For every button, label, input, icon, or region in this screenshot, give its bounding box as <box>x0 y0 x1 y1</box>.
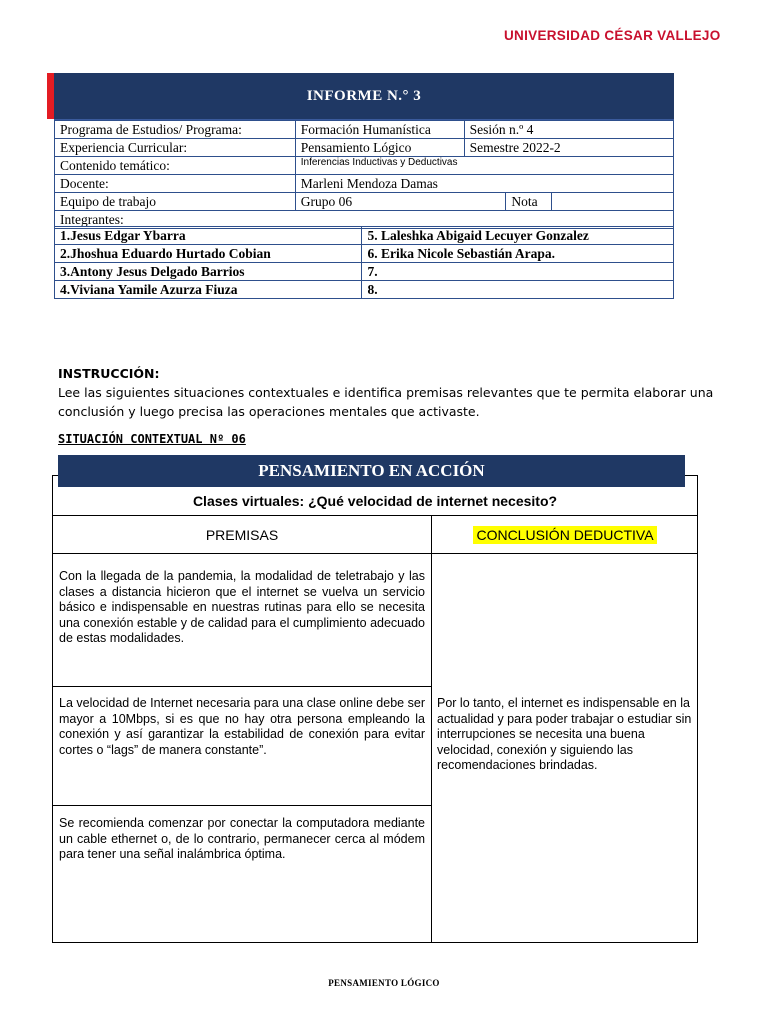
table-row <box>55 227 674 245</box>
grade-label: Nota <box>506 193 552 210</box>
column-divider <box>431 516 432 943</box>
table-row <box>55 175 674 193</box>
table-row <box>55 157 674 175</box>
member-7: 7. <box>362 263 674 281</box>
instruction-text: Lee las siguientes situaciones contextuales e identifica premisas relevantes que te permita elaborar una conclusión y luego precisa las operaciones mentales que activaste. <box>58 385 714 419</box>
situation-title: SITUACIÓN CONTEXTUAL Nº 06 <box>58 432 246 446</box>
teacher-value: Marleni Mendoza Damas <box>295 175 673 193</box>
table-row <box>55 281 674 299</box>
table-row <box>55 121 674 139</box>
topic-value: Inferencias Inductivas y Deductivas <box>295 157 673 175</box>
university-logo <box>498 14 721 56</box>
conclusion-header: CONCLUSIÓN DEDUCTIVA <box>473 526 656 544</box>
member-3: 3.Antony Jesus Delgado Barrios <box>55 263 362 281</box>
premises-header: PREMISAS <box>205 527 279 543</box>
logo-text: UNIVERSIDAD CÉSAR VALLEJO <box>504 27 721 43</box>
instruction-title: INSTRUCCIÓN: <box>58 366 160 381</box>
semester-value: Semestre 2022-2 <box>464 139 673 157</box>
table-row <box>55 245 674 263</box>
instruction-block <box>58 364 718 421</box>
premise-2: La velocidad de Internet necesaria para una clase online debe ser mayor a 10Mbps, si es que no hay otra persona empleando la conexión y así garantizar la estabilidad de conexión para evitar cortes o “lags” de manera constante”. <box>53 696 431 806</box>
conclusion-header-cell <box>432 516 698 554</box>
session-value: Sesión n.º 4 <box>464 121 673 139</box>
action-table <box>52 475 698 943</box>
program-label: Programa de Estudios/ Programa: <box>55 121 296 139</box>
table-row <box>55 193 674 211</box>
member-4: 4.Viviana Yamile Azurza Fiuza <box>55 281 362 299</box>
members-label: Integrantes: <box>55 211 674 229</box>
team-label: Equipo de trabajo <box>55 193 296 211</box>
member-1: 1.Jesus Edgar Ybarra <box>55 227 362 245</box>
member-2: 2.Jhoshua Eduardo Hurtado Cobian <box>55 245 362 263</box>
grade-value <box>552 193 673 210</box>
premise-1: Con la llegada de la pandemia, la modalidad de teletrabajo y las clases a distancia hicieron que el internet se vuelva un servicio básico e indispensable en nuestras rutinas para ello se necesita una conexión estable y de calidad para el cumplimiento adecuado de estas modalidades. <box>53 569 431 687</box>
action-band: PENSAMIENTO EN ACCIÓN <box>58 455 685 487</box>
question-row: Clases virtuales: ¿Qué velocidad de internet necesito? <box>53 486 697 516</box>
program-value: Formación Humanística <box>295 121 464 139</box>
member-5: 5. Laleshka Abigaid Lecuyer Gonzalez <box>362 227 674 245</box>
header-accent-bar <box>47 73 54 119</box>
info-table <box>54 120 674 229</box>
premise-3: Se recomienda comenzar por conectar la computadora mediante un cable ethernet o, de lo contrario, permanecer cerca al módem para tener una señal inalámbrica óptima. <box>59 816 425 861</box>
table-row <box>55 263 674 281</box>
column-header-row <box>53 516 697 554</box>
teacher-label: Docente: <box>55 175 296 193</box>
members-table <box>54 226 674 299</box>
member-6: 6. Erika Nicole Sebastián Arapa. <box>362 245 674 263</box>
member-8: 8. <box>362 281 674 299</box>
table-row <box>55 139 674 157</box>
page-footer: PENSAMIENTO LÓGICO <box>328 978 440 988</box>
course-value: Pensamiento Lógico <box>295 139 464 157</box>
conclusion-text: Por lo tanto, el internet es indispensable en la actualidad y para poder trabajar o estudiar sin interrupciones se necesita una buena velocidad, conexión y siguiendo las recomendaciones brindadas. <box>437 696 692 772</box>
team-value: Grupo 06 <box>295 193 506 211</box>
course-label: Experiencia Curricular: <box>55 139 296 157</box>
report-title: INFORME N.° 3 <box>54 73 674 119</box>
topic-label: Contenido temático: <box>55 157 296 175</box>
